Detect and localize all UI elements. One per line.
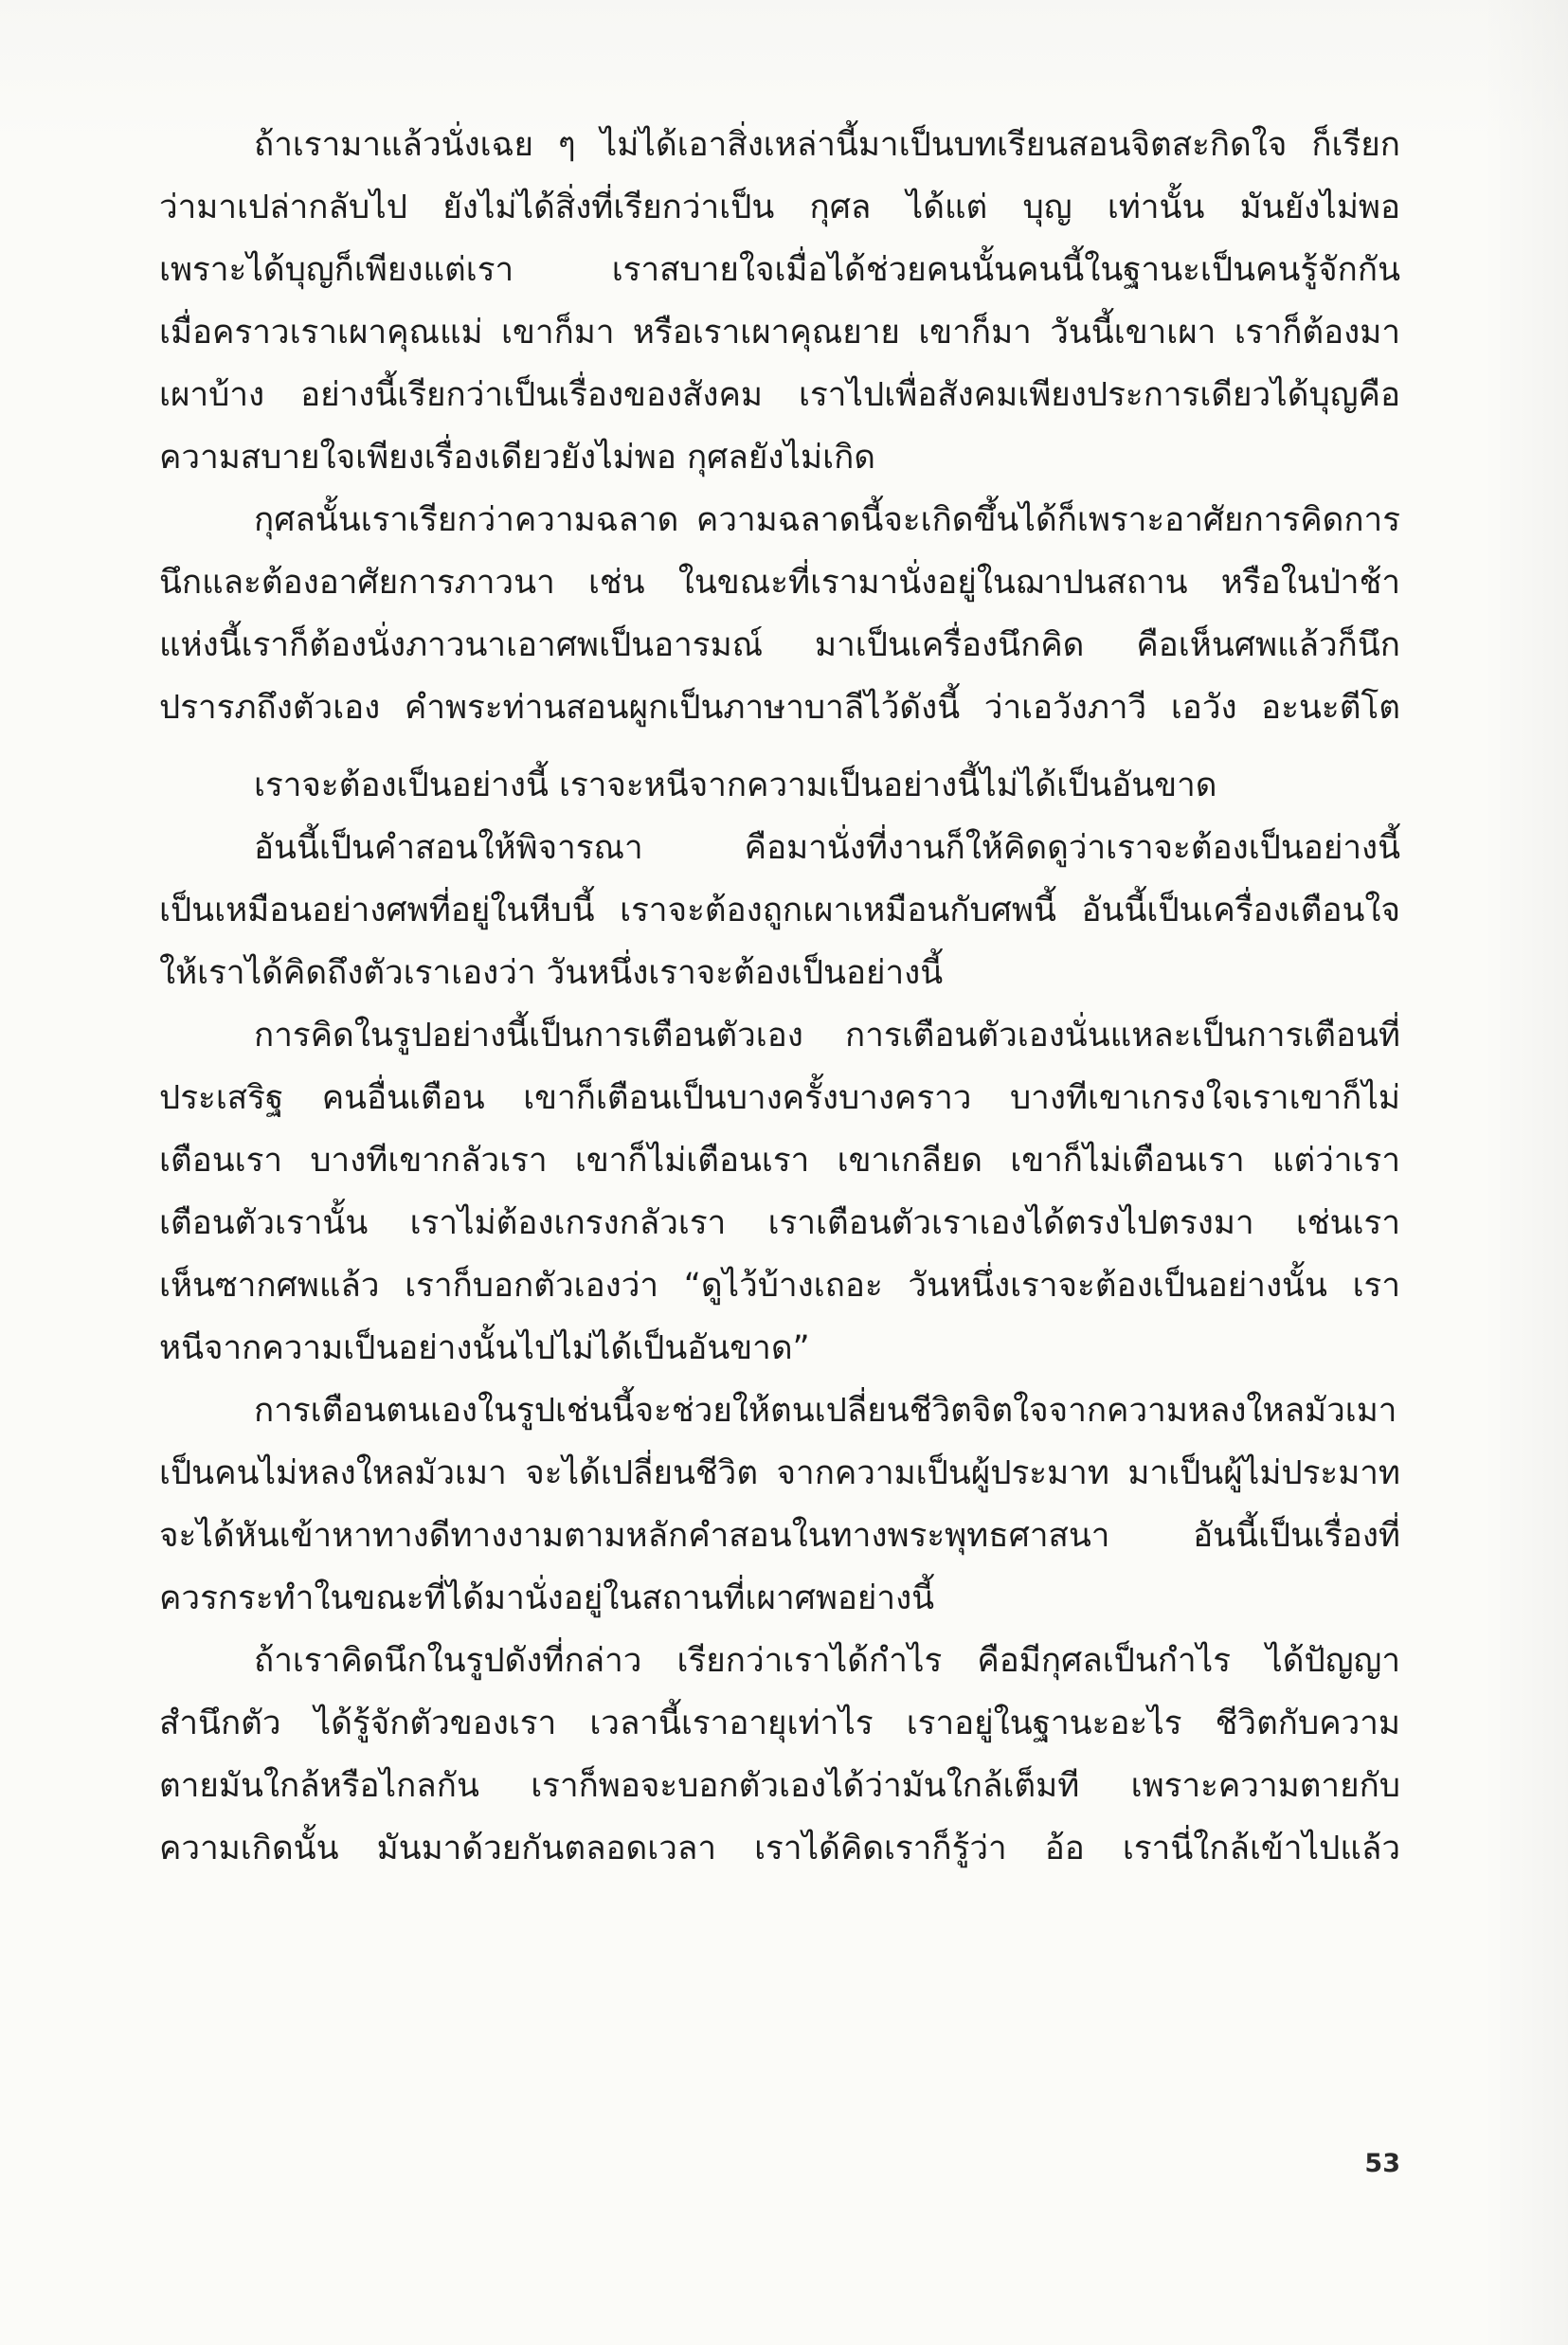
paragraph [159, 114, 1400, 489]
text-line: เมื่อคราวเราเผาคุณแม่ เขาก็มา หรือเราเผาคุณยาย เขาก็มา วันนี้เขาเผา เราก็ต้องมา [159, 314, 1400, 352]
paragraph-gap [159, 739, 1400, 754]
text-line: เผาบ้าง อย่างนี้เรียกว่าเป็นเรื่องของสังคม เราไปเพื่อสังคมเพียงประการเดียวได้บุญคือ [159, 376, 1400, 414]
text-line: ให้เราได้คิดถึงตัวเราเองว่า วันหนึ่งเราจะต้องเป็นอย่างนี้ [159, 954, 944, 992]
text-line: เตือนตัวเรานั้น เราไม่ต้องเกรงกลัวเรา เราเตือนตัวเราเองได้ตรงไปตรงมา เช่นเรา [159, 1204, 1400, 1242]
text-line: เตือนเรา บางทีเขากลัวเรา เขาก็ไม่เตือนเรา เขาเกลียด เขาก็ไม่เตือนเรา แต่ว่าเรา [159, 1142, 1400, 1180]
paragraph [159, 1630, 1400, 1880]
paragraph [159, 489, 1400, 739]
text-line: เห็นซากศพแล้ว เราก็บอกตัวเองว่า “ดูไว้บ้างเถอะ วันหนึ่งเราจะต้องเป็นอย่างนั้น เรา [159, 1267, 1400, 1305]
page-number: 53 [1364, 2149, 1400, 2178]
page-body [159, 114, 1400, 1880]
text-line: ปรารภถึงตัวเอง คำพระท่านสอนผูกเป็นภาษาบาลีไว้ดังนี้ ว่าเอวังภาวี เอวัง อะนะตีโต [159, 689, 1400, 727]
text-line: ความเกิดนั้น มันมาด้วยกันตลอดเวลา เราได้คิดเราก็รู้ว่า อ้อ เรานี่ใกล้เข้าไปแล้ว [159, 1830, 1400, 1867]
text-line: ว่ามาเปล่ากลับไป ยังไม่ได้สิ่งที่เรียกว่าเป็น กุศล ได้แต่ บุญ เท่านั้น มันยังไม่พอ [159, 189, 1400, 226]
text-line: ควรกระทำในขณะที่ได้มานั่งอยู่ในสถานที่เผาศพอย่างนี้ [159, 1579, 935, 1617]
text-line: ตายมันใกล้หรือไกลกัน เราก็พอจะบอกตัวเองได้ว่ามันใกล้เต็มที เพราะความตายกับ [159, 1767, 1400, 1805]
text-line: จะได้หันเข้าหาทางดีทางงามตามหลักคำสอนในทางพระพุทธศาสนา อันนี้เป็นเรื่องที่ [159, 1517, 1400, 1555]
text-line: หนีจากความเป็นอย่างนั้นไปไม่ได้เป็นอันขาด” [159, 1329, 810, 1367]
text-line: เราจะต้องเป็นอย่างนี้ เราจะหนีจากความเป็นอย่างนี้ไม่ได้เป็นอันขาด [254, 767, 1217, 804]
text-line: ความสบายใจเพียงเรื่องเดียวยังไม่พอ กุศลยังไม่เกิด [159, 439, 875, 477]
text-line: อันนี้เป็นคำสอนให้พิจารณา คือมานั่งที่งานก็ให้คิดดูว่าเราจะต้องเป็นอย่างนี้ [254, 829, 1400, 867]
text-line: ถ้าเรามาแล้วนั่งเฉย ๆ ไม่ได้เอาสิ่งเหล่านี้มาเป็นบทเรียนสอนจิตสะกิดใจ ก็เรียก [254, 126, 1400, 164]
text-line: เพราะได้บุญก็เพียงแต่เรา เราสบายใจเมื่อได้ช่วยคนนั้นคนนี้ในฐานะเป็นคนรู้จักกัน [159, 251, 1400, 289]
page-edge-shadow [1483, 0, 1568, 2345]
text-line: เป็นคนไม่หลงใหลมัวเมา จะได้เปลี่ยนชีวิต จากความเป็นผู้ประมาท มาเป็นผู้ไม่ประมาท [159, 1454, 1400, 1492]
text-line: แห่งนี้เราก็ต้องนั่งภาวนาเอาศพเป็นอารมณ์ มาเป็นเครื่องนึกคิด คือเห็นศพแล้วก็นึก [159, 626, 1400, 664]
text-line: การคิดในรูปอย่างนี้เป็นการเตือนตัวเอง การเตือนตัวเองนั่นแหละเป็นการเตือนที่ [254, 1017, 1400, 1055]
text-line: เป็นเหมือนอย่างศพที่อยู่ในหีบนี้ เราจะต้องถูกเผาเหมือนกับศพนี้ อันนี้เป็นเครื่องเตือนใจ [159, 892, 1400, 929]
text-line: กุศลนั้นเราเรียกว่าความฉลาด ความฉลาดนี้จะเกิดขึ้นได้ก็เพราะอาศัยการคิดการ [254, 501, 1400, 539]
text-line: นึกและต้องอาศัยการภาวนา เช่น ในขณะที่เรามานั่งอยู่ในฌาปนสถาน หรือในป่าช้า [159, 564, 1400, 602]
text-line: ประเสริฐ คนอื่นเตือน เขาก็เตือนเป็นบางครั้งบางคราว บางทีเขาเกรงใจเราเขาก็ไม่ [159, 1079, 1400, 1117]
text-line: การเตือนตนเองในรูปเช่นนี้จะช่วยให้ตนเปลี่ยนชีวิตจิตใจจากความหลงใหลมัวเมา [254, 1392, 1397, 1430]
paragraph [159, 817, 1400, 1004]
paragraph [159, 754, 1400, 817]
paragraph [159, 1004, 1400, 1380]
paragraph [159, 1380, 1400, 1630]
text-line: สำนึกตัว ได้รู้จักตัวของเรา เวลานี้เราอายุเท่าไร เราอยู่ในฐานะอะไร ชีวิตกับความ [159, 1705, 1400, 1742]
text-line: ถ้าเราคิดนึกในรูปดังที่กล่าว เรียกว่าเราได้กำไร คือมีกุศลเป็นกำไร ได้ปัญญา [254, 1642, 1400, 1680]
